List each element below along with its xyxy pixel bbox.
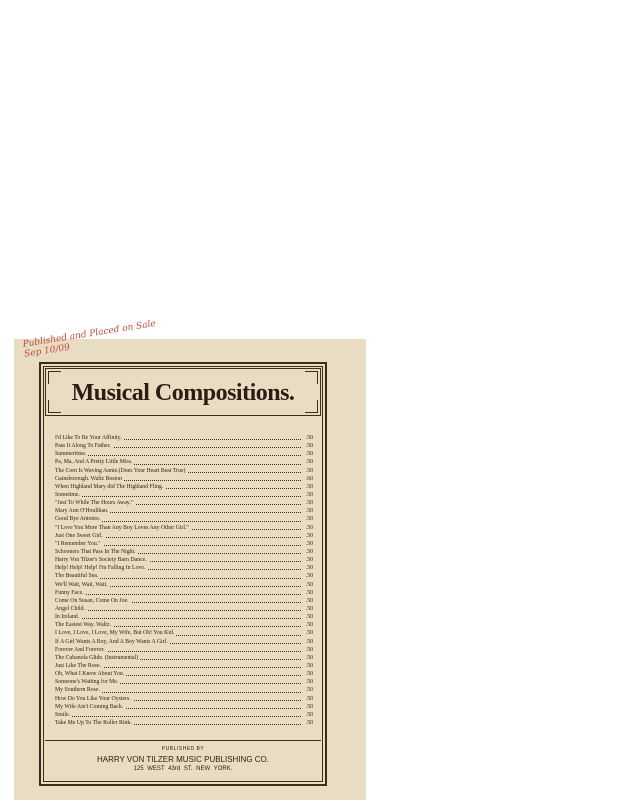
- song-list-item: [55, 613, 313, 621]
- song-list-item: [55, 548, 313, 556]
- song-list-item: [55, 483, 313, 491]
- song-list-item: [55, 532, 313, 540]
- song-title: Summertime.: [55, 451, 87, 458]
- song-list-item: [55, 703, 313, 711]
- song-list-item: [55, 515, 313, 523]
- song-list-item: [55, 524, 313, 532]
- dot-leader: [55, 618, 301, 619]
- song-price: .50: [305, 459, 313, 466]
- song-list-item: [55, 564, 313, 572]
- song-list-item: [55, 686, 313, 694]
- song-list-item: [55, 678, 313, 686]
- song-price: .50: [305, 597, 313, 604]
- song-list-item: [55, 695, 313, 703]
- song-title: My Wife Ain't Coming Back.: [55, 703, 124, 710]
- song-title: Pa, Ma, And A Pretty Little Miss.: [55, 459, 133, 466]
- song-price: .50: [305, 679, 313, 686]
- song-price: .50: [305, 516, 313, 523]
- song-list-item: [55, 670, 313, 678]
- song-list-item: [55, 621, 313, 629]
- song-list-item: [55, 450, 313, 458]
- song-list-item: [55, 711, 313, 719]
- publisher-label: PUBLISHED BY: [161, 746, 205, 752]
- song-title: My Southern Rose.: [55, 687, 100, 694]
- song-price: .50: [305, 573, 313, 580]
- song-list-item: [55, 629, 313, 637]
- song-price: .50: [305, 581, 313, 588]
- song-price: .60: [305, 475, 313, 482]
- song-list-item: [55, 581, 313, 589]
- song-title: How Do You Like Your Oysters.: [55, 695, 131, 702]
- song-price: .50: [305, 687, 313, 694]
- song-list-item: [55, 654, 313, 662]
- song-price: .50: [305, 500, 313, 507]
- song-title: "Just To While The Hours Away.": [55, 500, 134, 507]
- song-price: .50: [305, 654, 313, 661]
- song-title: We'll Wait, Wait, Wait.: [55, 581, 108, 588]
- song-list-item: [55, 491, 313, 499]
- song-title: Someone's Waiting for Me.: [55, 679, 119, 686]
- song-list-item: [55, 475, 313, 483]
- song-title: Schooners That Pass In The Night.: [55, 548, 136, 555]
- song-title: Harry Von Tilzer's Society Barn Dance.: [55, 557, 147, 564]
- song-list-item: [55, 556, 313, 564]
- song-list-item: [55, 467, 313, 475]
- song-price: .50: [305, 671, 313, 678]
- dot-leader: [55, 455, 301, 456]
- song-title: In Ireland.: [55, 614, 80, 621]
- page-title: Musical Compositions.: [71, 380, 295, 406]
- song-title: Sometime.: [55, 491, 80, 498]
- song-price: .50: [305, 540, 313, 547]
- song-price: .50: [305, 662, 313, 669]
- song-price: .50: [305, 508, 313, 515]
- song-price: .50: [305, 630, 313, 637]
- song-list-item: [55, 646, 313, 654]
- song-title: Just Like The Rose.: [55, 662, 101, 669]
- song-price: .50: [305, 491, 313, 498]
- song-price: .50: [305, 451, 313, 458]
- song-title: Take Me Up To The Roller Rink.: [55, 719, 132, 726]
- song-title: The Corn Is Waving Annie.(Does Your Heart Beat True): [55, 467, 186, 474]
- dot-leader: [55, 594, 301, 595]
- song-list-item: [55, 572, 313, 580]
- divider: [45, 740, 321, 741]
- dot-leader: [55, 716, 301, 717]
- song-title: Come On Susan, Come On Joe.: [55, 597, 129, 604]
- song-price: .50: [305, 589, 313, 596]
- song-list-item: [55, 662, 313, 670]
- song-price: .50: [305, 565, 313, 572]
- song-price: .50: [305, 532, 313, 539]
- song-price: .50: [305, 524, 313, 531]
- song-title: "I Remember You.": [55, 540, 101, 547]
- song-price: .50: [305, 557, 313, 564]
- song-list: [55, 434, 313, 727]
- song-price: .50: [305, 467, 313, 474]
- song-list-item: [55, 458, 313, 466]
- song-title: Gainsborough. Waltz Boston: [55, 475, 122, 482]
- song-price: .50: [305, 483, 313, 490]
- song-price: .50: [305, 548, 313, 555]
- song-title: Good Bye Antonio.: [55, 516, 101, 523]
- song-title: Mary Ann O'Houlihan.: [55, 508, 109, 515]
- dot-leader: [55, 496, 301, 497]
- song-price: .50: [305, 695, 313, 702]
- song-title: Smile.: [55, 711, 70, 718]
- song-title: When Highland Mary did The Highland Fling.: [55, 483, 164, 490]
- song-price: .50: [305, 622, 313, 629]
- song-list-item: [55, 719, 313, 727]
- song-price: .50: [305, 614, 313, 621]
- song-title: Oh, What I Know About You.: [55, 671, 125, 678]
- title-box: [45, 368, 321, 416]
- song-price: .50: [305, 719, 313, 726]
- song-list-item: [55, 442, 313, 450]
- dot-leader: [55, 610, 301, 611]
- song-title: The Beautiful Sea.: [55, 573, 99, 580]
- song-title: Funny Face.: [55, 589, 84, 596]
- publisher-name: HARRY VON TILZER MUSIC PUBLISHING CO.: [96, 755, 270, 764]
- song-price: .50: [305, 605, 313, 612]
- song-title: Help! Help! Help! I'm Falling In Love.: [55, 565, 146, 572]
- song-list-item: [55, 499, 313, 507]
- song-list-item: [55, 507, 313, 515]
- song-title: Angel Child.: [55, 605, 85, 612]
- ornamental-frame: [39, 362, 327, 786]
- song-list-item: [55, 605, 313, 613]
- song-title: The Easiest Way. Waltz.: [55, 622, 111, 629]
- song-list-item: [55, 540, 313, 548]
- song-title: "I Love You More Than Any Boy Loves Any Other Girl.": [55, 524, 189, 531]
- publisher-address: 125 WEST 43rd ST. NEW YORK.: [133, 766, 233, 772]
- sheet-music-page: [14, 318, 366, 800]
- song-price: .50: [305, 435, 313, 441]
- song-title: I Love, I Love, I Love, My Wife, But Oh! You Kid.: [55, 630, 175, 637]
- song-list-item: [55, 434, 313, 442]
- song-title: Just One Sweet Girl.: [55, 532, 103, 539]
- song-title: The Cubanola Glide. (Instrumental): [55, 654, 139, 661]
- song-title: If A Girl Wants A Boy, And A Boy Wants A Girl.: [55, 638, 168, 645]
- song-list-item: [55, 638, 313, 646]
- song-price: .50: [305, 711, 313, 718]
- song-price: .50: [305, 646, 313, 653]
- handwritten-annotation: Published and Placed on Sale Sep 10/09: [22, 318, 157, 360]
- song-price: .50: [305, 703, 313, 710]
- song-title: Pass It Along To Father.: [55, 443, 111, 450]
- song-price: .50: [305, 443, 313, 450]
- song-list-item: [55, 589, 313, 597]
- song-price: .50: [305, 638, 313, 645]
- song-list-item: [55, 597, 313, 605]
- song-title: I'd Like To Be Your Affinity.: [55, 435, 122, 441]
- song-title: Forever And Forever.: [55, 646, 105, 653]
